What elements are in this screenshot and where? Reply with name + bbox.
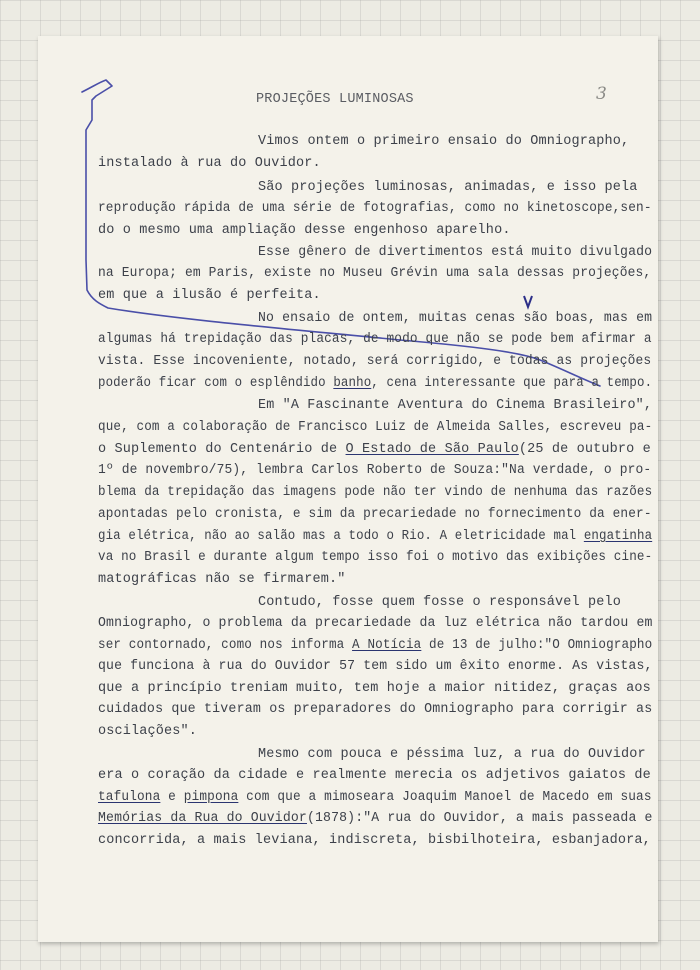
text-line	[258, 311, 652, 327]
text-segment: Vimos ontem o primeiro ensaio do Omniographo,	[258, 134, 630, 149]
text-line	[98, 442, 651, 458]
text-segment: que, com a colaboração de Francisco Luiz de Almeida Salles, escreveu pa-	[98, 420, 653, 435]
text-line	[258, 245, 652, 261]
text-segment: apontadas pelo cronista, e sim da precariedade no fornecimento da ener-	[98, 507, 652, 522]
text-line	[98, 702, 652, 718]
text-line	[98, 156, 321, 172]
text-line	[258, 134, 629, 150]
underlined-text: banho	[333, 376, 372, 391]
text-segment: (1878):"A rua do Ouvidor, a mais passeada e	[306, 811, 653, 826]
text-segment: matográficas não se firmarem."	[98, 572, 346, 587]
text-segment: e	[160, 790, 184, 805]
text-segment: São projeções luminosas, animadas, e isso pela	[258, 180, 638, 195]
text-line	[98, 463, 651, 479]
text-line	[98, 485, 652, 501]
text-segment: Contudo, fosse quem fosse o responsável pelo	[258, 595, 622, 610]
text-line	[98, 288, 321, 304]
text-segment: que funciona à rua do Ouvidor 57 tem sido um êxito enorme. As vistas,	[98, 659, 653, 674]
text-line	[98, 201, 652, 217]
text-segment: va no Brasil e durante algum tempo isso foi o motivo das exibições cine-	[98, 550, 653, 565]
text-line	[98, 790, 652, 806]
underlined-text: Memórias da Rua do Ouvidor	[98, 811, 307, 826]
text-segment: do o mesmo uma ampliação desse engenhoso aparelho.	[98, 223, 511, 238]
text-line	[98, 811, 653, 827]
text-line	[98, 376, 652, 392]
text-segment: ser contornado, como nos informa	[98, 638, 353, 653]
text-line	[98, 266, 651, 282]
text-line	[98, 724, 197, 740]
text-segment: (25 de outubro e	[518, 442, 651, 457]
underlined-text: A Notícia	[352, 638, 422, 653]
text-line	[98, 223, 511, 239]
text-line	[98, 659, 653, 675]
text-segment: cuidados que tiveram os preparadores do Omniographo para corrigir as	[98, 702, 653, 717]
text-segment: Mesmo com pouca e péssima luz, a rua do Ouvidor	[258, 747, 646, 762]
text-segment: com que a mimoseara Joaquim Manoel de Macedo em suas	[238, 790, 652, 805]
text-segment: poderão ficar com o esplêndido	[98, 376, 334, 391]
text-line	[98, 507, 652, 523]
text-line	[98, 768, 651, 784]
text-line	[258, 747, 646, 763]
text-segment: que a princípio treniam muito, tem hoje a maior nitidez, graças aos	[98, 681, 651, 696]
text-segment: No ensaio de ontem, muitas cenas são boas, mas em	[258, 311, 653, 326]
text-segment: oscilações".	[98, 724, 198, 739]
text-segment: vista. Esse incoveniente, notado, será corrigido, e todas as projeções	[98, 354, 652, 369]
text-line	[258, 180, 638, 196]
text-line	[98, 550, 652, 566]
text-segment: Esse gênero de divertimentos está muito divulgado	[258, 245, 653, 260]
text-line	[258, 398, 652, 414]
text-segment: gia elétrica, não ao salão mas a todo o Rio. A eletricidade mal	[98, 529, 584, 544]
text-segment: em que a ilusão é perfeita.	[98, 288, 321, 303]
text-segment: concorrida, a mais leviana, indiscreta, bisbilhoteira, esbanjadora,	[98, 833, 651, 848]
text-segment: na Europa; em Paris, existe no Museu Grévin uma sala dessas projeções,	[98, 266, 652, 281]
text-line	[98, 681, 651, 697]
text-line	[98, 420, 652, 436]
underlined-text: pimpona	[183, 790, 239, 805]
underlined-text: tafulona	[98, 790, 161, 805]
text-line	[258, 595, 621, 611]
text-line	[98, 529, 652, 545]
page-number: 3	[596, 84, 607, 104]
text-segment: , cena interessante que para a tempo.	[371, 376, 653, 391]
underlined-text: engatinha	[583, 529, 653, 544]
text-line	[98, 332, 652, 348]
text-line	[98, 354, 651, 370]
text-line	[98, 616, 653, 632]
text-segment: reprodução rápida de uma série de fotografias, como no kinetoscope,sen-	[98, 201, 652, 216]
text-segment: blema da trepidação das imagens pode não ter vindo de nenhuma das razões	[98, 485, 653, 500]
text-line	[98, 833, 651, 849]
text-segment: 1º de novembro/75), lembra Carlos Roberto de Souza:"Na verdade, o pro-	[98, 463, 652, 478]
text-line	[98, 572, 346, 588]
text-line	[98, 638, 652, 654]
text-segment: Omniographo, o problema da precariedade da luz elétrica não tardou em	[98, 616, 653, 631]
page-title: PROJEÇÕES LUMINOSAS	[256, 92, 414, 107]
text-segment: era o coração da cidade e realmente merecia os adjetivos gaiatos de	[98, 768, 651, 783]
text-segment: Em "A Fascinante Aventura do Cinema Brasileiro",	[258, 398, 653, 413]
text-segment: instalado à rua do Ouvidor.	[98, 156, 321, 171]
text-segment: o Suplemento do Centenário de	[98, 442, 346, 457]
text-segment: algumas há trepidação das placas, de modo que não se pode bem afirmar a	[98, 332, 652, 347]
underlined-text: O Estado de São Paulo	[345, 442, 519, 457]
text-segment: de 13 de julho:"O Omniographo	[421, 638, 653, 653]
